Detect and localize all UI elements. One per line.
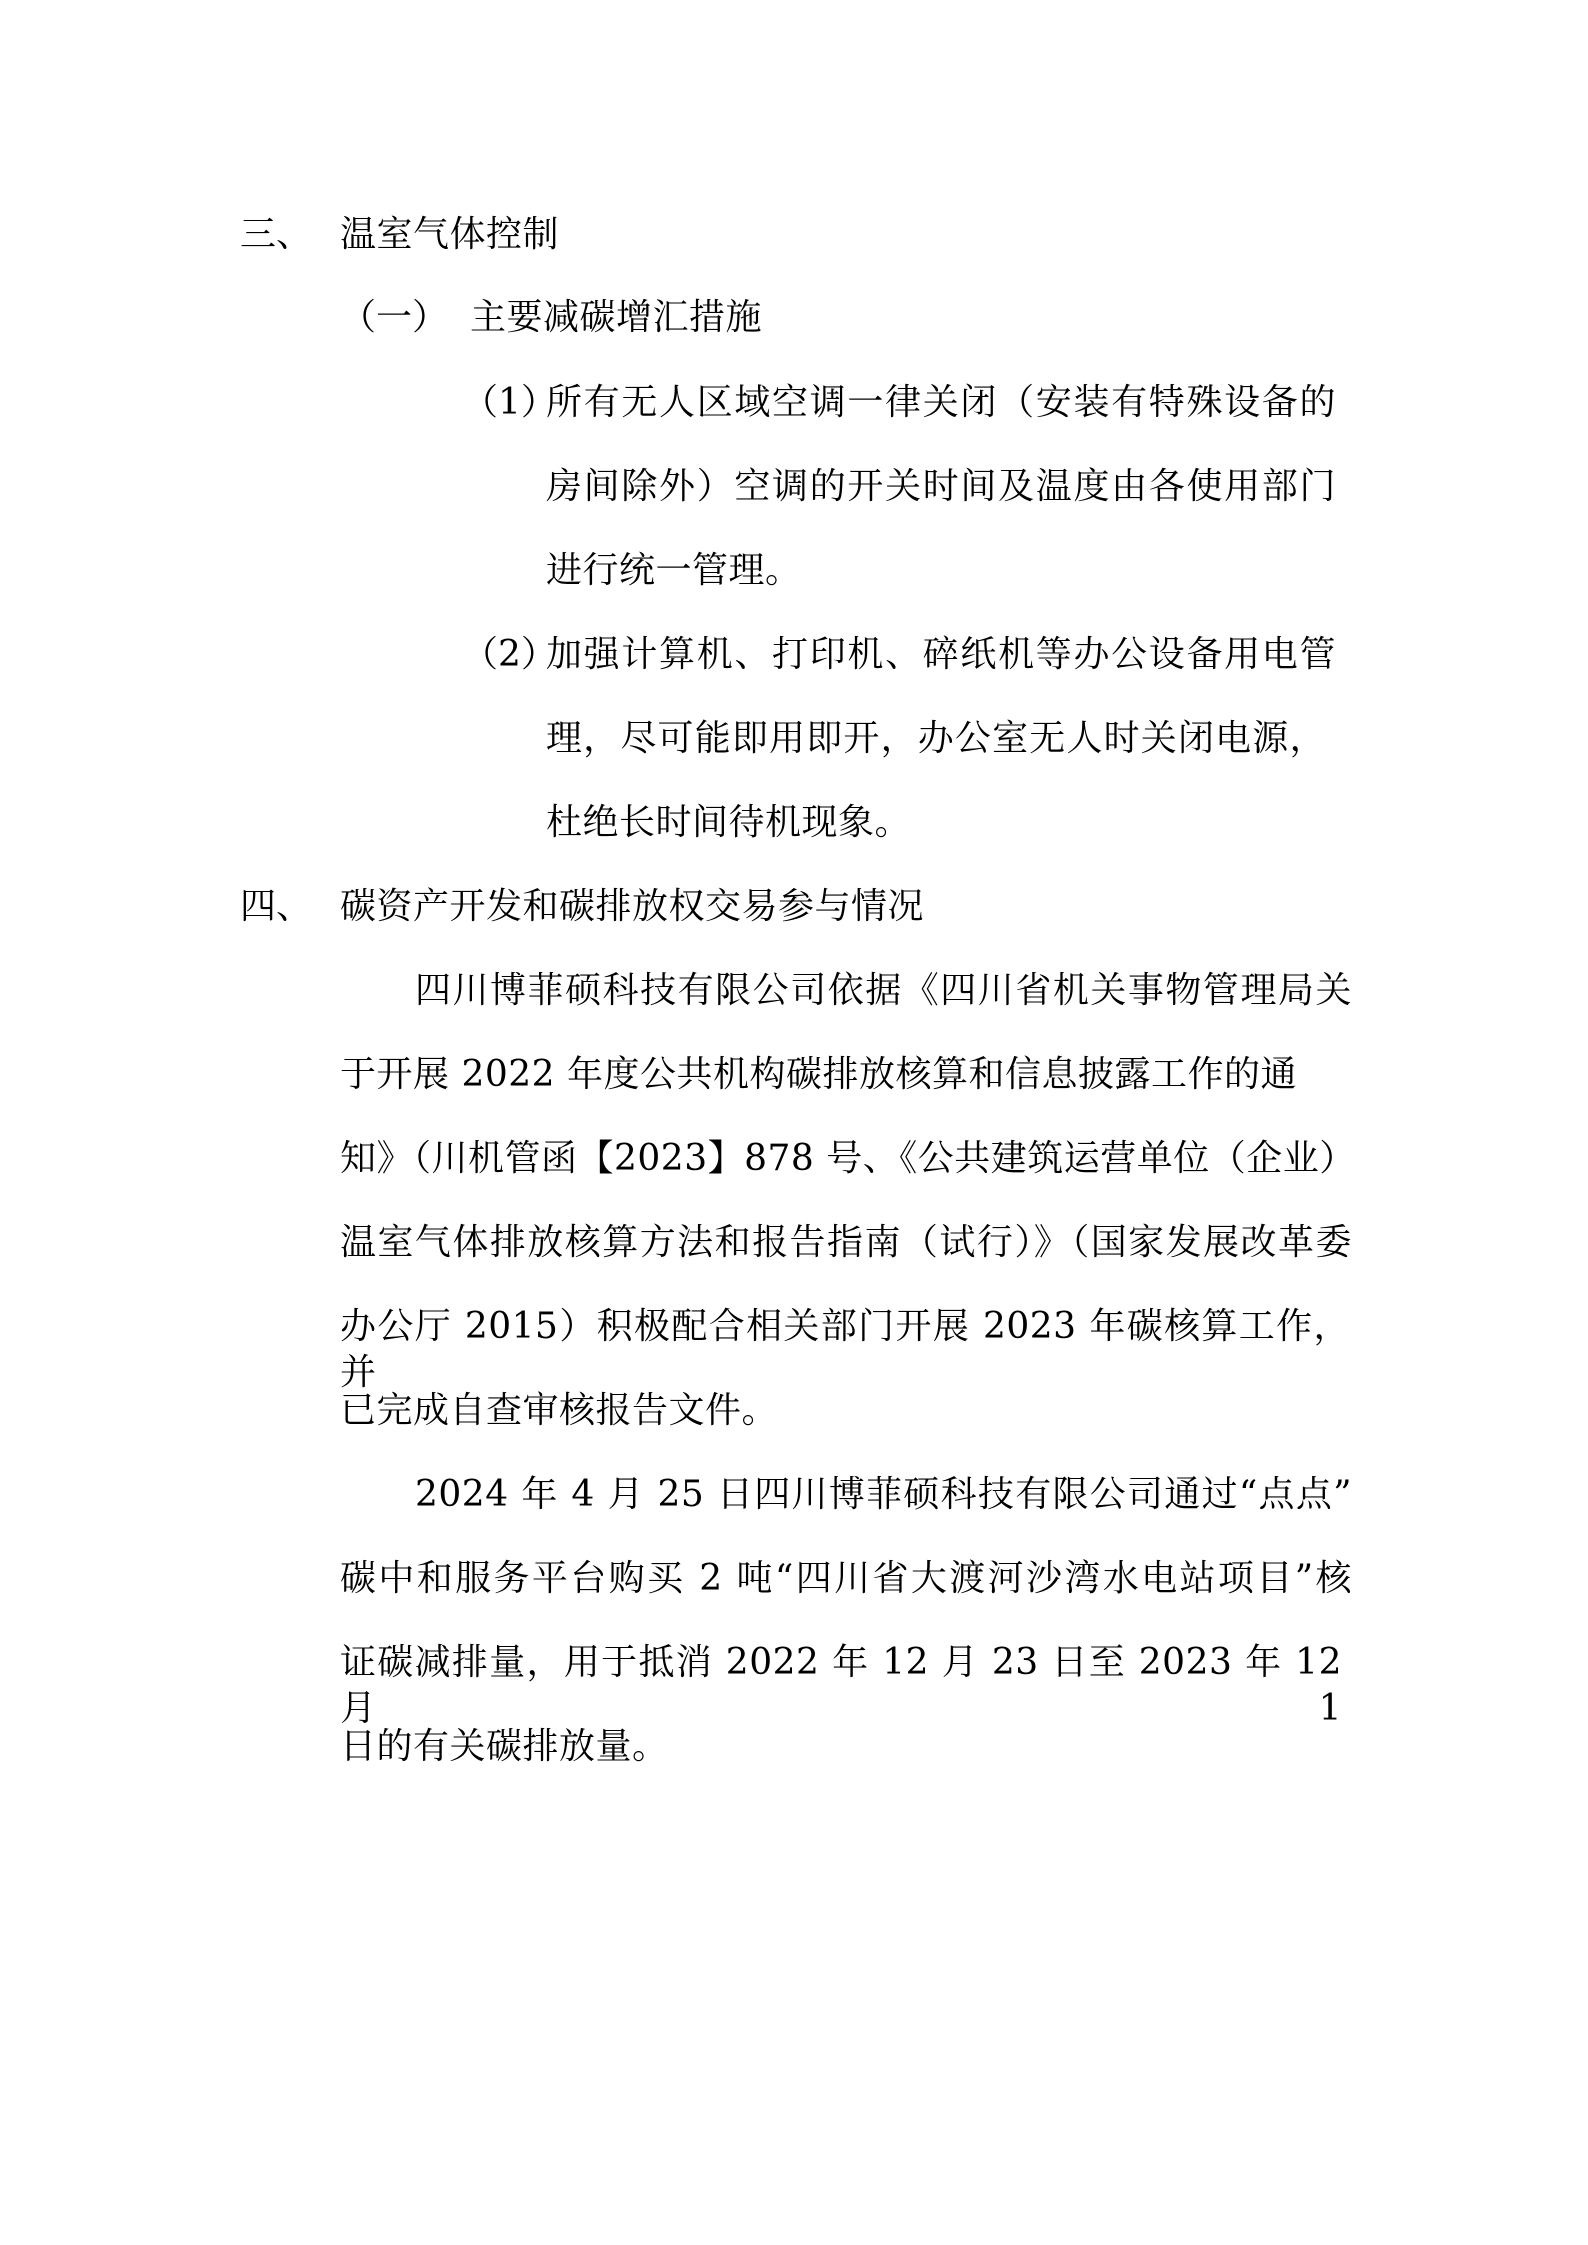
item-1-line-3: 进行统一管理。 [546, 550, 802, 591]
item-2-line-2: 理，尽可能即用即开，办公室无人时关闭电源， [546, 718, 1326, 759]
item-2-number: （2） [462, 634, 557, 675]
para-2-line-1: 2024 年 4 月 25 日四川博菲硕科技有限公司通过“点点” [415, 1474, 1352, 1515]
section-4-number: 四、 [240, 886, 313, 927]
item-2-line-1: 加强计算机、打印机、碎纸机等办公设备用电管 [546, 634, 1336, 675]
para-2-line-3: 证碳减排量，用于抵消 2022 年 12 月 23 日至 2023 年 12 月 1 [340, 1642, 1342, 1729]
item-1-line-1: 所有无人区域空调一律关闭（安装有特殊设备的 [546, 382, 1336, 423]
para-1-line-1: 四川博菲硕科技有限公司依据《四川省机关事物管理局关 [415, 970, 1352, 1011]
para-1-line-3: 知》（川机管函【2023】878 号、《公共建筑运营单位（企业） [340, 1138, 1356, 1179]
para-1-line-4: 温室气体排放核算方法和报告指南（试行）》（国家发展改革委 [340, 1222, 1352, 1263]
para-1-line-6: 已完成自查审核报告文件。 [340, 1390, 779, 1431]
subsection-1-title: 主要减碳增汇措施 [470, 297, 763, 338]
para-2-line-2: 碳中和服务平台购买 2 吨“四川省大渡河沙湾水电站项目”核 [340, 1558, 1352, 1599]
section-4-title: 碳资产开发和碳排放权交易参与情况 [340, 886, 925, 927]
section-3-title: 温室气体控制 [340, 214, 560, 255]
item-1-number: （1） [462, 382, 557, 423]
para-1-line-5: 办公厅 2015）积极配合相关部门开展 2023 年碳核算工作，并 [340, 1306, 1350, 1393]
para-1-line-2: 于开展 2022 年度公共机构碳排放核算和信息披露工作的通 [340, 1054, 1298, 1095]
para-2-line-4: 日的有关碳排放量。 [340, 1726, 669, 1767]
subsection-1-number: （一） [340, 297, 449, 338]
item-2-line-3: 杜绝长时间待机现象。 [546, 802, 912, 843]
section-3-number: 三、 [240, 214, 313, 255]
item-1-line-2: 房间除外）空调的开关时间及温度由各使用部门 [546, 466, 1336, 507]
